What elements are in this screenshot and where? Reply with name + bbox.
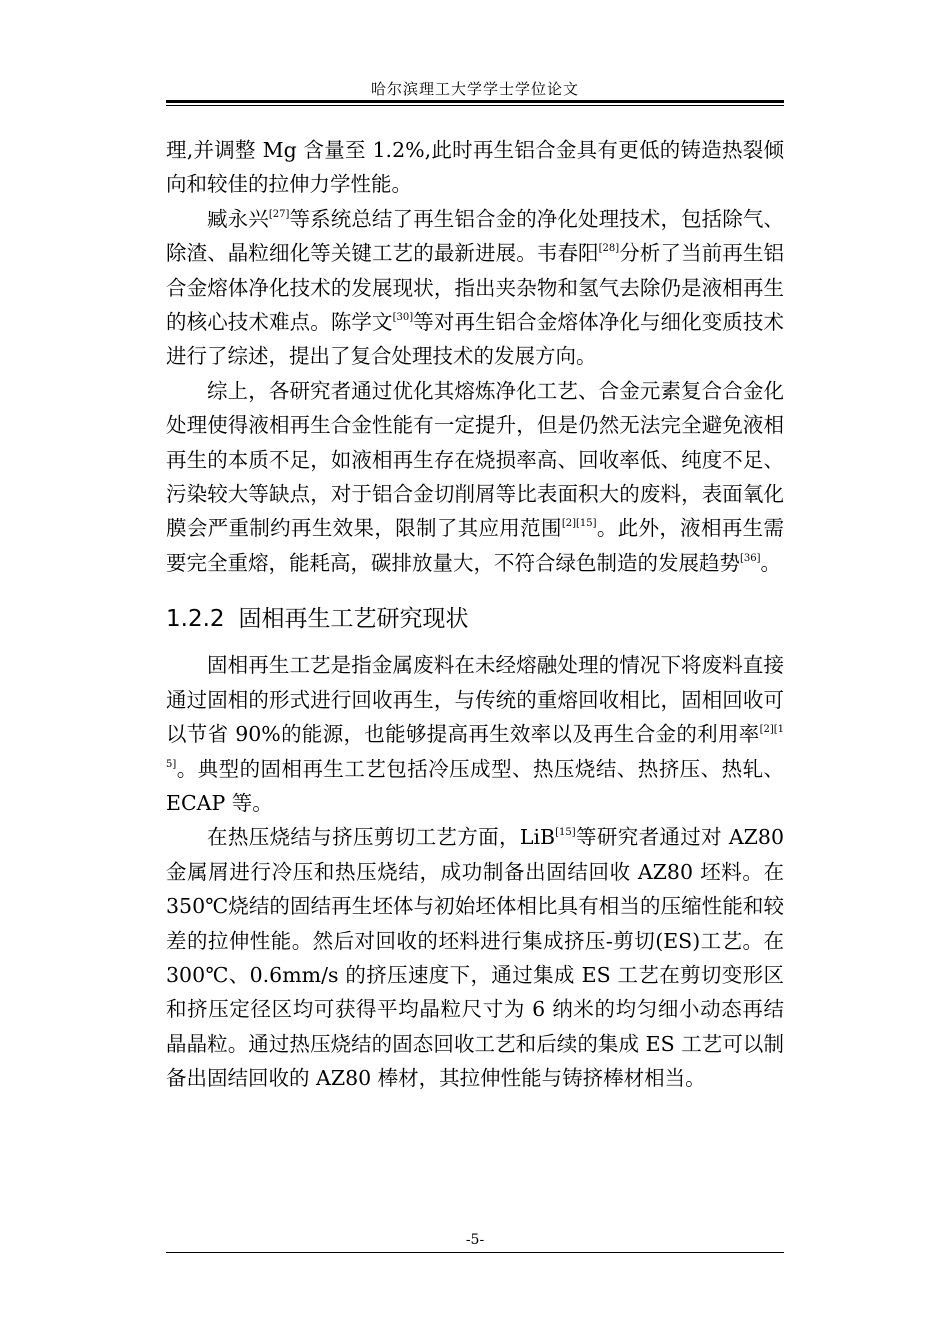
paragraph — [166, 202, 784, 374]
citation-ref: [28] — [598, 243, 620, 255]
paragraph — [166, 374, 784, 580]
text-run: 在热压烧结与挤压剪切工艺方面，LiB — [207, 825, 556, 850]
paragraph — [166, 133, 784, 202]
section-title: 固相再生工艺研究现状 — [238, 606, 469, 633]
text-run: 等研究者通过对 AZ80 金属屑进行冷压和热压烧结，成功制备出固结回收 AZ80 坯料。在 350℃烧结的固结再生坯体与初始坯体相比具有相当的压缩性能和较差的拉伸性能。然后对回收的坯料进行集成挤压-剪切(ES)工艺。在 300℃、0.6mm/s 的挤压速度下，通过集成 ES 工艺在剪切变形区和挤压定径区均可获得平均晶粒尺寸为 6 纳米的均匀细小动态再结晶晶粒。通过热压烧结的固态回收工艺和后续的集成 ES 工艺可以制备出固结回收的 AZ80 棒材，其拉伸性能与铸挤棒材相当。 — [166, 825, 785, 1091]
section-heading — [166, 602, 784, 636]
header-rule-thin — [166, 105, 784, 106]
text-run: 分析了当前再生铝合金熔体净化技术的发展现状，指出夹杂物和氢气去除仍是液相再生的核心技术难点。陈学文 — [166, 241, 785, 335]
paragraph — [166, 820, 784, 1095]
citation-ref: [30] — [392, 312, 414, 324]
body-text — [166, 133, 784, 1096]
header-rule-thick — [166, 100, 784, 103]
text-run: 。典型的固相再生工艺包括冷压成型、热压烧结、热挤压、热轧、ECAP 等。 — [166, 756, 784, 815]
paragraph — [166, 648, 784, 820]
text-run: 。此外，液相再生需要完全重熔，能耗高，碳排放量大，不符合绿色制造的发展趋势 — [166, 516, 785, 575]
running-header: 哈尔滨理工大学学士学位论文 — [370, 80, 579, 98]
page-number: -5- — [465, 1232, 485, 1248]
text-run: 等对再生铝合金熔体净化与细化变质技术进行了综述，提出了复合处理技术的发展方向。 — [166, 310, 785, 369]
text-run: 臧永兴 — [207, 206, 269, 231]
text-run: 理,并调整 Mg 含量至 1.2%,此时再生铝合金具有更低的铸造热裂倾向和较佳的拉伸力学性能。 — [166, 138, 784, 197]
citation-ref: [2][15] — [561, 518, 597, 530]
citation-ref: [2][15] — [166, 724, 784, 770]
section-number: 1.2.2 — [166, 606, 225, 633]
text-run: 。 — [760, 550, 782, 575]
citation-ref: [36] — [740, 552, 761, 564]
text-run: 综上，各研究者通过优化其熔炼净化工艺、合金元素复合合金化处理使得液相再生合金性能有一定提升，但是仍然无法完全避免液相再生的本质不足，如液相再生存在烧损率高、回收率低、纯度不足、污染较大等缺点，对于铝合金切削屑等比表面积大的废料，表面氧化膜会严重制约再生效果，限制了其应用范围 — [166, 378, 784, 541]
text-run: 固相再生工艺是指金属废料在未经熔融处理的情况下将废料直接通过固相的形式进行回收再生，与传统的重熔回收相比，固相回收可以节省 90%的能源，也能够提高再生效率以及再生合金的利用率 — [166, 653, 784, 747]
paragraph-group-2 — [166, 648, 784, 1095]
citation-ref: [15] — [555, 827, 576, 839]
footer-rule — [166, 1252, 784, 1253]
citation-ref: [27] — [268, 208, 290, 220]
text-run: 等系统总结了再生铝合金的净化处理技术，包括除气、除渣、晶粒细化等关键工艺的最新进展。韦春阳 — [166, 206, 785, 266]
paragraph-group-1 — [166, 133, 784, 580]
